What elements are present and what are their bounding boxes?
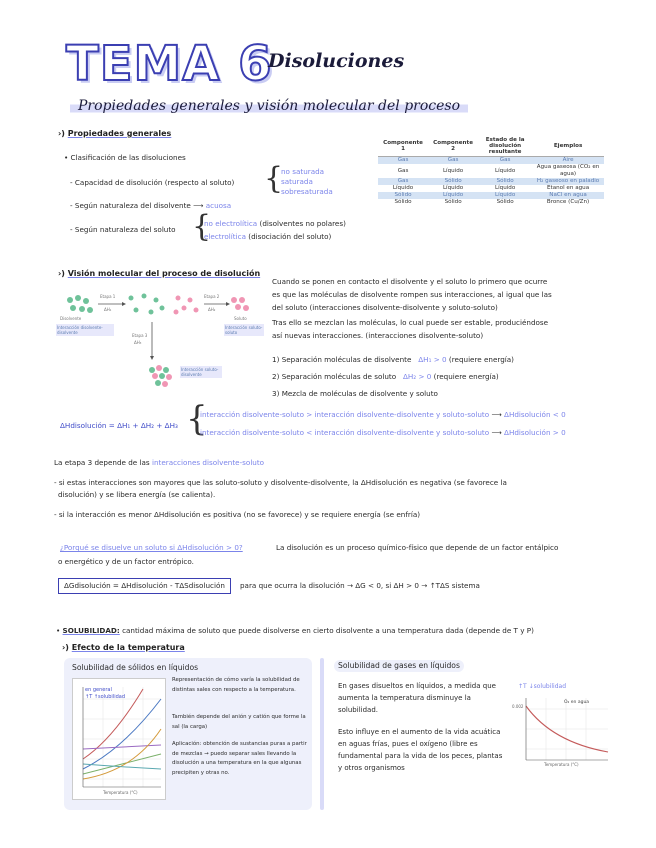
solute-opt-term: electrolítica — [204, 232, 246, 241]
table-cell: Sólido — [444, 199, 462, 205]
bullet-icon: ›) — [58, 269, 68, 278]
salt-curve — [83, 754, 161, 774]
solute-cluster — [231, 297, 249, 311]
table-cell: Líquido — [442, 167, 464, 174]
solutions-table — [378, 136, 604, 206]
step-item — [272, 372, 499, 382]
bullet-line: - si la interacción es menor ΔHdisolución es positiva (no se favorece) y se requiere energía (se enfría) — [54, 510, 421, 519]
gases-chart-note: ↑T ↓solubilidad — [518, 683, 566, 690]
step-item — [272, 389, 438, 399]
solute-opt-desc: (disociación del soluto) — [248, 232, 332, 241]
temp-effect-text: Efecto de la temperatura — [71, 643, 185, 652]
solids-panel — [64, 658, 312, 810]
gases-chart — [512, 694, 610, 770]
gases-chart-svg — [512, 694, 610, 770]
diagram-int-solv: Interacción disolvente-disolvente — [56, 324, 114, 336]
table-cell: Gas — [397, 167, 409, 174]
table-cell: Sólido — [496, 199, 514, 205]
brace-icon: { — [186, 399, 208, 439]
solids-text: También depende del anión y catión que forme la sal (la carga) — [172, 714, 306, 730]
divider — [320, 658, 324, 810]
solute-text: Según naturaleza del soluto — [74, 225, 176, 234]
step-text: Separación moléculas de soluto — [281, 372, 397, 381]
table-cell: Líquido — [428, 192, 478, 199]
table-row — [378, 178, 604, 185]
solute-opt-term: no electrolítica — [204, 219, 258, 228]
page-title: TEMA 6 — [66, 36, 273, 92]
capacity-opt: no saturada — [281, 167, 325, 176]
salt-curve — [83, 699, 161, 769]
question-line: ¿Porqué se disuelve un soluto si ΔHdisolución > 0? — [60, 543, 243, 552]
molecular-diagram-svg — [56, 290, 262, 398]
table-row — [378, 185, 604, 192]
step-number: 1) — [272, 355, 280, 364]
table-cell: Sólido — [394, 199, 412, 205]
props-heading — [58, 129, 171, 138]
salt-curve — [83, 764, 161, 769]
brace-icon: { — [264, 161, 284, 196]
table-header: Componente 1 — [378, 136, 428, 157]
case-text: interacción disolvente-soluto < interacción disolvente-disolvente y soluto-soluto — [200, 428, 490, 437]
case-line: interacción disolvente-soluto < interacción disolvente-disolvente y soluto-soluto ⟶ ΔHdisolución > 0 — [200, 428, 566, 437]
step-note: (requiere energía) — [433, 372, 499, 381]
diagram-dh2: ΔH₂ — [208, 307, 216, 312]
solubility-def: cantidad máxima de soluto que puede disolverse en cierto disolvente a una temperatura dada (depende de T y P) — [122, 626, 534, 635]
table-header: Ejemplos — [532, 136, 604, 157]
step-number: 3) — [272, 389, 280, 398]
section-banner: Propiedades generales y visión molecular del proceso — [70, 98, 468, 114]
gases-panel — [334, 658, 614, 810]
gases-text: Esto influye en el aumento de la vida acuática en aguas frías, pues el oxígeno (libre es fundamental para la vida de los peces, plantas y otros organismos — [338, 728, 503, 772]
diagram-int-mix: Interacción soluto-disolvente — [180, 366, 222, 378]
capacity-text: Capacidad de disolución (respecto al soluto) — [74, 178, 235, 187]
solute-opt — [204, 219, 346, 229]
table-cell: Líquido — [392, 185, 414, 191]
solids-chart-note: en general — [85, 687, 112, 693]
diagram-int-solu: Interacción soluto-soluto — [225, 325, 263, 335]
solvent-value: acuosa — [205, 201, 232, 210]
table-cell: Gas — [378, 178, 428, 185]
stage3-text: La etapa 3 depende de las — [54, 458, 150, 467]
table-row — [378, 199, 604, 206]
gases-text: En gases disueltos en líquidos, a medida que aumenta la temperatura disminuye la solubilidad. — [338, 682, 496, 714]
molecular-diagram — [56, 290, 262, 398]
solvent-separated — [129, 294, 165, 315]
table-cell: Bronce (Cu/Zn) — [546, 199, 590, 205]
case-result: ΔHdisolución < 0 — [504, 410, 566, 419]
table-cell: Gas — [428, 157, 478, 165]
solute-opt-desc: (disolventes no polares) — [259, 219, 346, 228]
answer-line: o energético y de un factor entrópico. — [58, 557, 194, 566]
solute-separated — [174, 296, 199, 315]
step-text: Mezcla de moléculas de disolvente y soluto — [281, 389, 438, 398]
case-line: interacción disolvente-soluto > interacción disolvente-disolvente y soluto-soluto ⟶ ΔHdisolución < 0 — [200, 410, 566, 419]
table-cell: Líquido — [494, 185, 516, 191]
table-cell: Líquido — [494, 167, 516, 174]
step-number: 2) — [272, 372, 280, 381]
solvent-text: Según naturaleza del disolvente — [74, 201, 191, 210]
table-header: Componente 2 — [428, 136, 478, 157]
table-cell: NaCl en agua — [532, 192, 604, 199]
solids-text: Aplicación: obtención de sustancias puras a partir de mezclas → puedo separar sales llevando la disolución a una temperatura en la que algunas precipiten y otras no. — [172, 741, 307, 776]
table-row — [378, 157, 604, 165]
solute-opt — [204, 232, 331, 242]
diagram-step1: Etapa 1 — [100, 294, 116, 299]
enthalpy-equation: ΔHdisolución = ΔH₁ + ΔH₂ + ΔH₃ — [60, 421, 178, 430]
solids-chart — [72, 678, 166, 800]
vision-para-line: es que las moléculas de disolvente rompen sus interacciones, al igual que las — [272, 290, 552, 299]
table-cell: Gas — [378, 157, 428, 165]
table-cell: H₂ gaseoso en paladio — [532, 178, 604, 185]
solubility-title: SOLUBILIDAD: — [62, 626, 120, 635]
case-text: interacción disolvente-soluto > interacción disolvente-disolvente y soluto-soluto — [200, 410, 490, 419]
solvent-item: - Según naturaleza del disolvente ⟶ acuosa — [70, 201, 232, 210]
table-cell: Etanol en agua — [546, 185, 590, 191]
props-heading-text: Propiedades generales — [67, 129, 172, 138]
bullet-line: disolución) y se libera energía (se calienta). — [58, 490, 216, 499]
solutions-table-wrapper — [378, 136, 604, 206]
table-row — [378, 192, 604, 199]
step-note: (requiere energía) — [448, 355, 514, 364]
table-cell: Líquido — [442, 185, 464, 191]
solids-xlabel: Temperatura (°C) — [103, 790, 138, 795]
table-cell: Aire — [532, 157, 604, 165]
arrow-icon: ⟶ — [193, 201, 204, 210]
salt-curve — [83, 745, 161, 749]
step-item — [272, 355, 514, 365]
stage3-highlight: interacciones disolvente-soluto — [151, 458, 265, 467]
gibbs-box: ΔGdisolución = ΔHdisolución - TΔSdisolución — [58, 578, 231, 594]
table-row — [378, 164, 604, 178]
vision-para-line: Tras ello se mezclan las moléculas, lo cual puede ser estable, produciéndose — [272, 318, 549, 327]
diagram-step3: Etapa 3 — [132, 333, 148, 338]
solids-title: Solubilidad de sólidos en líquidos — [72, 663, 199, 672]
diagram-step2: Etapa 2 — [204, 294, 220, 299]
answer-line: La disolución es un proceso químico-físico que depende de un factor entálpico — [276, 543, 559, 552]
gases-ytick: 0.002 — [512, 704, 524, 709]
step-dh: ΔH₁ > 0 — [418, 355, 447, 364]
table-cell: Sólido — [378, 192, 428, 199]
brace-icon: { — [192, 209, 212, 244]
diagram-solute: Soluto — [234, 316, 247, 321]
solubility-line: • SOLUBILIDAD: cantidad máxima de soluto que puede disolverse en cierto disolvente a una temperatura dada (depende de T y P) — [56, 626, 534, 635]
gases-xlabel: Temperatura (°C) — [544, 762, 579, 767]
table-cell: Agua gaseosa (CO₂ en agua) — [536, 164, 600, 177]
classification-item: • Clasificación de las disoluciones — [64, 153, 186, 162]
vision-para-line: Cuando se ponen en contacto el disolvente y el soluto lo primero que ocurre — [272, 277, 548, 286]
solute-item: - Según naturaleza del soluto — [70, 225, 176, 234]
stage3-line — [54, 458, 264, 468]
step-text: Separación moléculas de disolvente — [281, 355, 412, 364]
case-result: ΔHdisolución > 0 — [504, 428, 566, 437]
capacity-opt: sobresaturada — [281, 187, 333, 196]
diagram-solvent: Disolvente — [60, 316, 82, 321]
solids-chart-note: ↑T ↑solubilidad — [85, 694, 125, 700]
capacity-opt: saturada — [281, 177, 313, 186]
table-cell: Sólido — [478, 178, 532, 185]
table-cell: Sólido — [428, 178, 478, 185]
bullet-icon: ›) — [58, 129, 68, 138]
mixture-cluster — [149, 365, 172, 387]
vision-heading-text: Visión molecular del proceso de disolución — [67, 269, 261, 278]
page-subtitle: Disoluciones — [268, 50, 405, 72]
temp-effect-heading: ›) Efecto de la temperatura — [62, 643, 185, 652]
step-dh: ΔH₂ > 0 — [402, 372, 432, 381]
table-cell: Líquido — [478, 192, 532, 199]
classification-text: Clasificación de las disoluciones — [70, 153, 186, 162]
bullet-line: - si estas interacciones son mayores que las soluto-soluto y disolvente-disolvente, la ΔHdisolución es negativa (se favorece la — [54, 478, 507, 487]
vision-para-line: así nuevas interacciones. (interacciones disolvente-soluto) — [272, 331, 484, 340]
table-header: Estado de la disolución resultante — [478, 136, 532, 157]
solvent-cluster — [67, 295, 93, 313]
table-cell: Gas — [478, 157, 532, 165]
table-header-row — [378, 136, 604, 157]
gases-legend: O₂ en agua — [564, 700, 590, 705]
gases-title: Solubilidad de gases en líquidos — [334, 660, 464, 672]
vision-heading — [58, 269, 260, 278]
diagram-dh1: ΔH₁ — [104, 307, 112, 312]
gibbs-note: para que ocurra la disolución → ΔG < 0, si ΔH > 0 → ↑TΔS sistema — [240, 581, 480, 590]
capacity-item: - Capacidad de disolución (respecto al soluto) — [70, 178, 235, 187]
vision-para-line: del soluto (interacciones disolvente-disolvente y soluto-soluto) — [272, 303, 498, 312]
solids-text: Representación de cómo varía la solubilidad de distintas sales con respecto a la temperatura. — [172, 677, 300, 693]
diagram-dh3: ΔH₃ — [134, 340, 142, 345]
